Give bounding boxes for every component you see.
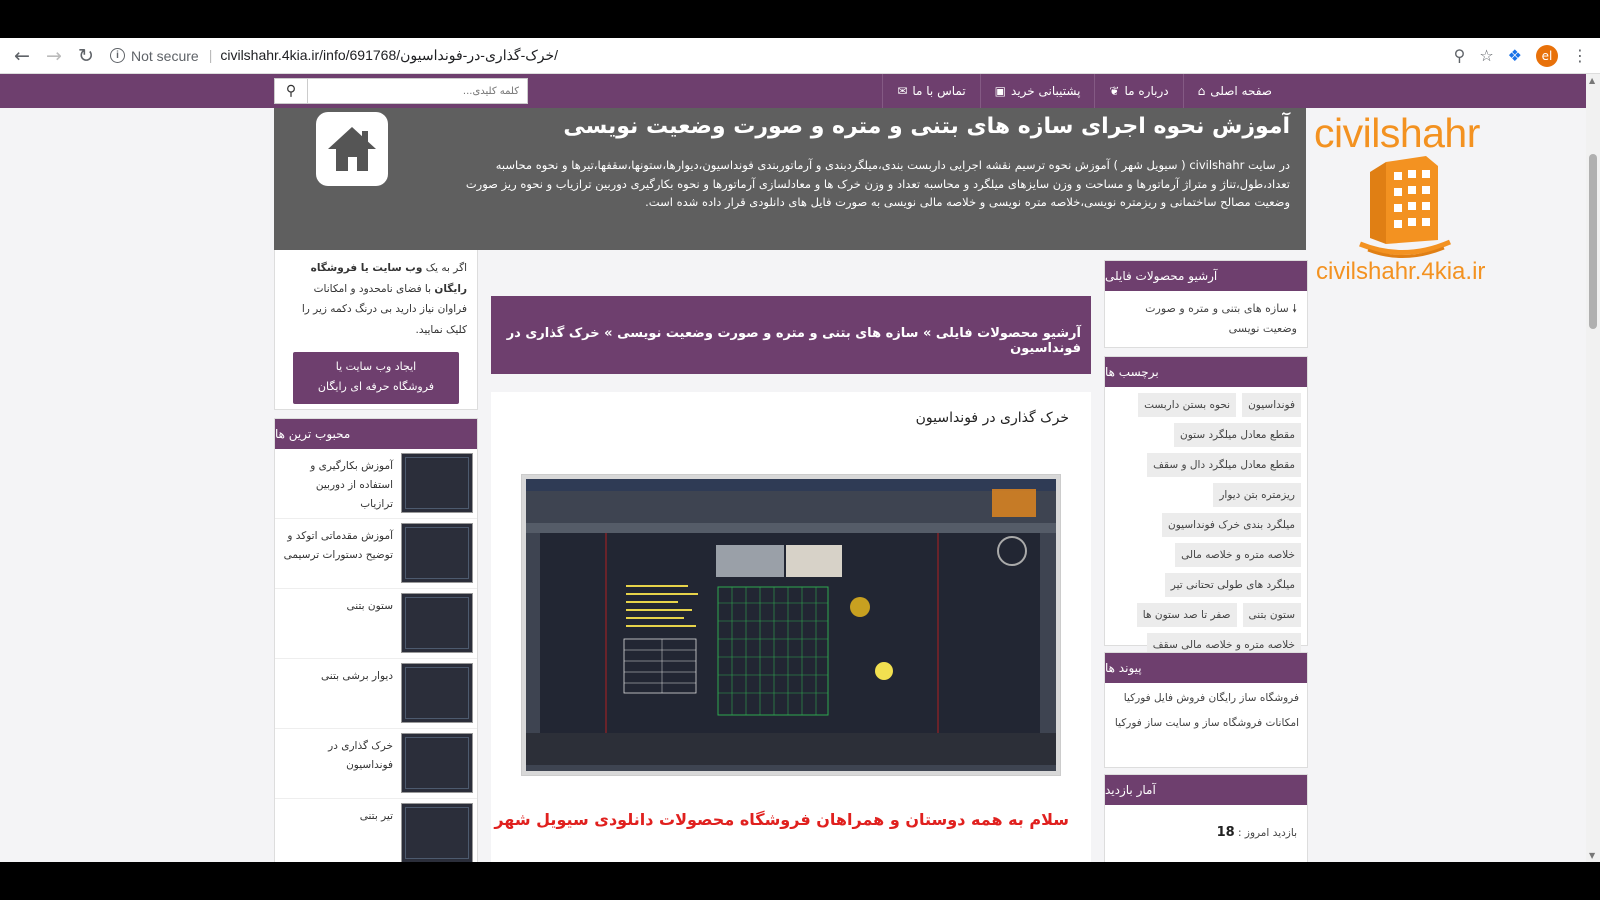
menu-label: صفحه اصلی — [1210, 84, 1272, 98]
promo-text-part: اگر به یک — [422, 262, 467, 274]
favorites-panel — [274, 418, 478, 862]
hero-banner — [274, 108, 1306, 250]
menu-label: تماس با ما — [912, 84, 966, 98]
zoom-icon[interactable]: ⚲ — [1453, 46, 1466, 65]
greeting-text: سلام به همه دوستان و همراهان فروشگاه محصولات دانلودی سیویل شهر — [494, 810, 1069, 829]
favorite-label[interactable]: خرک گذاری در فونداسیون — [328, 740, 393, 771]
tag-list — [1105, 387, 1307, 657]
list-item[interactable] — [275, 729, 477, 799]
info-icon: i — [110, 48, 125, 63]
tag[interactable]: ریزمتره بتن دیوار — [1213, 483, 1301, 507]
security-indicator[interactable] — [110, 48, 199, 64]
list-item[interactable] — [275, 519, 477, 589]
forward-arrow-icon[interactable]: → — [46, 44, 62, 67]
tag[interactable]: ستون بتنی — [1243, 603, 1301, 627]
menu-label: درباره ما — [1124, 84, 1169, 98]
links-title: پیوند ها — [1105, 653, 1307, 683]
list-item[interactable] — [275, 449, 477, 519]
leaf-icon: ❦ — [1109, 84, 1120, 98]
site-navbar — [0, 74, 1586, 108]
security-label: Not secure — [131, 47, 199, 64]
button-line: ایجاد وب سایت یا — [335, 360, 417, 373]
link-item[interactable]: امکانات فروشگاه ساز و سایت ساز فورکیا — [1114, 717, 1299, 729]
promo-text — [275, 250, 477, 340]
site-logo[interactable] — [1306, 108, 1531, 288]
favorite-label[interactable]: ستون بتنی — [346, 600, 393, 612]
archive-panel — [1104, 260, 1308, 348]
favorites-title: محبوب ترین ها — [275, 419, 477, 449]
logo-url: civilshahr.4kia.ir — [1316, 258, 1486, 285]
stats-panel — [1104, 774, 1308, 862]
search-input[interactable] — [308, 78, 528, 104]
breadcrumb-link[interactable]: سازه های بتنی و متره و صورت وضعیت نویسی — [617, 326, 919, 341]
product-thumbnail[interactable] — [401, 663, 473, 723]
envelope-icon: ✉ — [897, 84, 908, 98]
stats-today — [1105, 805, 1307, 840]
product-thumbnail[interactable] — [401, 523, 473, 583]
archive-item[interactable] — [1105, 291, 1307, 347]
list-item[interactable] — [275, 589, 477, 659]
tag[interactable]: میلگرد بندی خرک فونداسیون — [1162, 513, 1301, 537]
screen-top-bar — [0, 0, 1600, 38]
extension-icon[interactable]: ❖ — [1507, 46, 1522, 65]
reload-icon[interactable]: ↻ — [78, 44, 94, 67]
product-thumbnail[interactable] — [401, 733, 473, 793]
main-content — [491, 392, 1091, 862]
list-item[interactable] — [275, 659, 477, 729]
menu-label: پشتیبانی خرید — [1011, 84, 1081, 98]
favorite-label[interactable]: آموزش مقدماتی اتوکد و توضیح دستورات ترسیمی — [283, 530, 393, 561]
promo-text-bold: وب سایت یا فروشگاه رایگان — [310, 262, 467, 295]
menu-item-home[interactable] — [1183, 74, 1286, 108]
tag[interactable]: نحوه بستن داربست — [1138, 393, 1236, 417]
promo-box — [274, 250, 478, 410]
logo-name: civilshahr — [1314, 110, 1480, 156]
product-thumbnail[interactable] — [401, 803, 473, 862]
star-icon[interactable]: ☆ — [1479, 46, 1494, 65]
browser-toolbar — [0, 38, 1600, 74]
stats-title: آمار بازدید — [1105, 775, 1307, 805]
scroll-thumb[interactable] — [1589, 154, 1597, 329]
url-text: civilshahr.4kia.ir/info/691768/خرک-گذاری-در-فونداسیون/ — [220, 47, 559, 63]
breadcrumb-separator: » — [922, 326, 932, 341]
autocad-screenshot — [521, 474, 1061, 776]
stats-value: 18 — [1216, 825, 1235, 840]
breadcrumb-current: خرک گذاری در فونداسیون — [506, 326, 1081, 356]
archive-item-label[interactable]: سازه های بتنی و متره و صورت وضعیت نویسی — [1145, 302, 1297, 335]
screen-bottom-bar — [0, 862, 1600, 900]
promo-text-part: با فضای نامحدود و امکانات فراوان نیاز دارید بی درنگ دکمه زیر را کلیک نمایید. — [301, 282, 467, 336]
favorite-label[interactable]: تیر بتنی — [359, 810, 393, 822]
search-icon: ⚲ — [285, 83, 297, 99]
web-page — [0, 74, 1586, 862]
menu-item-support[interactable] — [980, 74, 1095, 108]
main-menu — [882, 74, 1286, 108]
arrow-down-icon: 🠗 — [1288, 302, 1297, 315]
menu-item-about[interactable] — [1094, 74, 1182, 108]
favorite-label[interactable]: دیوار برشی بتنی — [321, 670, 393, 682]
breadcrumb — [491, 296, 1091, 374]
tag[interactable]: مقطع معادل میلگرد دال و سقف — [1147, 453, 1301, 477]
breadcrumb-separator: » — [604, 326, 613, 341]
house-icon — [316, 112, 388, 186]
product-thumbnail[interactable] — [401, 593, 473, 653]
tag[interactable]: میلگرد های طولی تحتانی تیر — [1165, 573, 1301, 597]
favorite-label[interactable]: آموزش بکارگیری و استفاده از دوربین ترازیاب — [310, 460, 393, 510]
avatar[interactable]: el — [1536, 45, 1558, 67]
site-search — [274, 78, 528, 104]
tag[interactable]: خلاصه متره و خلاصه مالی سقف — [1147, 633, 1301, 657]
list-item[interactable] — [275, 799, 477, 862]
page-scrollbar[interactable] — [1586, 74, 1600, 862]
scroll-up-icon[interactable]: ▲ — [1589, 76, 1596, 85]
menu-item-contact[interactable] — [882, 74, 979, 108]
banner-description: در سایت civilshahr ( سیویل شهر ) آموزش نحوه ترسیم نقشه اجرایی داربست بندی،میلگردبندی و آرماتوربندی فونداسیون،دیوارها،ستونها،سقفها،تیرها و نحوه محاسبه تعداد،طول،تناژ و متراژ آرماتورها و مساحت و وزن سایزهای میلگرد و محاسبه تعداد و وزن خرک ها و معادلسازی آرماتورها و نحوه بکارگیری دوربین ترازیاب و نحوه ریز صورت وضعیت مصالح ساختمانی و ریزمتره نویسی،خلاصه متره نویسی و خلاصه مالی نویسی به صورت فایل های دانلودی قرار داده شده است. — [465, 158, 1290, 209]
building-logo-icon — [1346, 152, 1466, 262]
create-store-button[interactable] — [293, 352, 459, 404]
tag[interactable]: مقطع معادل میلگرد ستون — [1174, 423, 1301, 447]
page-title: خرک گذاری در فونداسیون — [915, 410, 1069, 426]
links-panel — [1104, 652, 1308, 768]
address-bar[interactable]: | civilshahr.4kia.ir/info/691768/خرک-گذاری-در-فونداسیون/ — [208, 47, 559, 63]
tag[interactable]: صفر تا صد ستون ها — [1137, 603, 1237, 627]
link-item[interactable]: فروشگاه ساز رایگان فروش فایل فورکیا — [1123, 692, 1299, 704]
product-thumbnail[interactable] — [401, 453, 473, 513]
stats-label: بازدید امروز : — [1238, 827, 1297, 839]
tags-title: برچسب ها — [1105, 357, 1307, 387]
shopping-bag-icon: ▣ — [994, 84, 1007, 98]
home-icon: ⌂ — [1197, 84, 1206, 98]
kebab-menu-icon[interactable]: ⋮ — [1572, 46, 1588, 65]
tag[interactable]: فونداسیون — [1242, 393, 1301, 417]
breadcrumb-link[interactable]: آرشیو محصولات فایلی — [935, 326, 1081, 341]
scroll-down-icon[interactable]: ▼ — [1589, 851, 1596, 860]
archive-title: آرشیو محصولات فایلی — [1105, 261, 1307, 291]
button-line: فروشگاه حرفه ای رایگان — [317, 380, 435, 393]
back-arrow-icon[interactable]: ← — [14, 44, 30, 67]
tag[interactable]: خلاصه متره و خلاصه مالی — [1175, 543, 1301, 567]
banner-title: آموزش نحوه اجرای سازه های بتنی و متره و صورت وضعیت نویسی — [563, 114, 1290, 139]
search-button[interactable] — [274, 78, 308, 104]
tags-panel — [1104, 356, 1308, 651]
